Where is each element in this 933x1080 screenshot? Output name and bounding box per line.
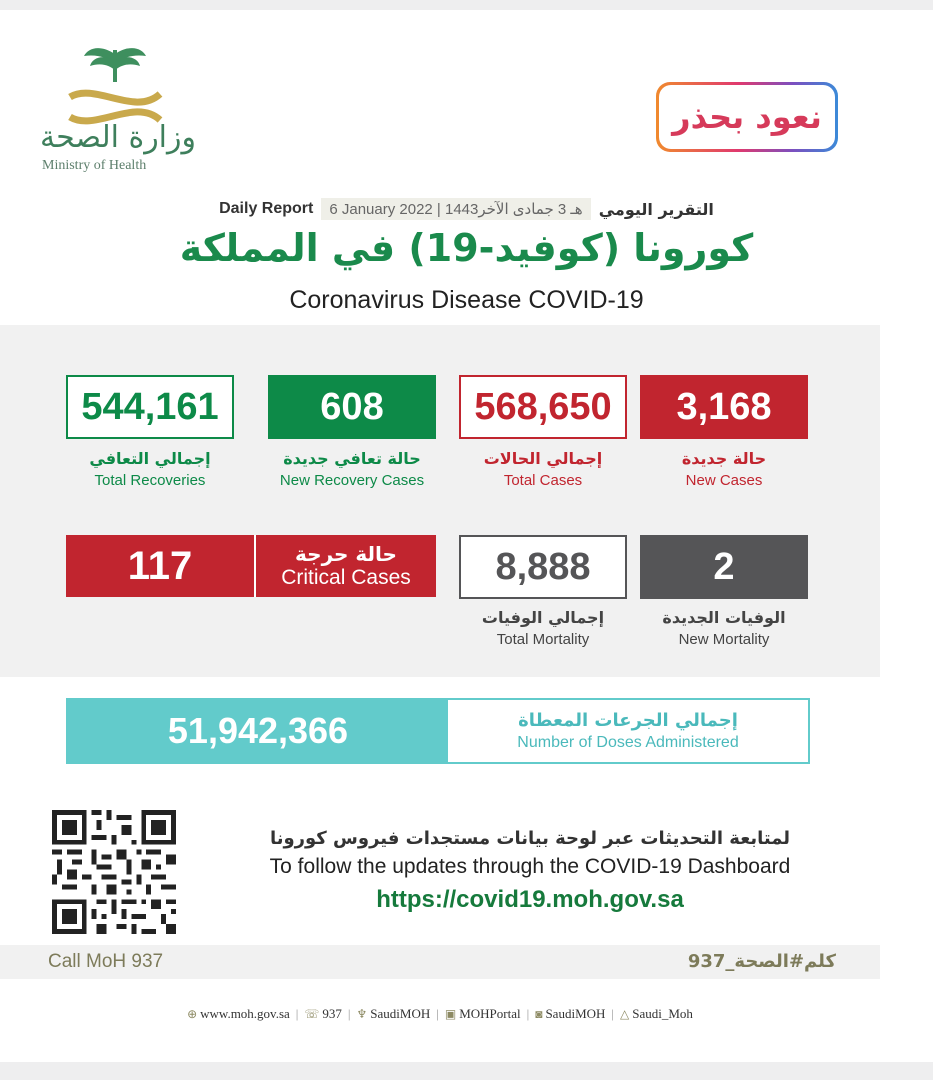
call-bar [0, 945, 880, 979]
total-mortality-value: 8,888 [459, 535, 627, 599]
report-label-en: Daily Report [219, 200, 314, 217]
qr-code-icon[interactable] [52, 810, 176, 934]
doses-value: 51,942,366 [68, 700, 448, 762]
social-instagram[interactable] [526, 1006, 611, 1022]
total-recoveries-label [55, 449, 245, 489]
total-cases-label-ar: إجمالي الحالات [483, 449, 603, 468]
doses-label [448, 700, 808, 762]
logo-english-text: Ministry of Health [42, 158, 147, 173]
social-phone[interactable] [295, 1006, 348, 1022]
logo-arabic-text: وزارة الصحة [40, 120, 196, 155]
social-instagram-text: SaudiMOH [545, 1006, 606, 1021]
new-cases-label-ar: حالة جديدة [681, 449, 767, 468]
call-moh-ar: كلم#الصحة_937 [687, 951, 836, 972]
divider: | [347, 1006, 351, 1021]
report-line [0, 198, 933, 220]
critical-cases-label-ar: حالة حرجة [295, 542, 397, 566]
twitter-icon: ♆ [356, 1006, 368, 1021]
social-phone-text: 937 [322, 1006, 342, 1021]
stats-panel [0, 325, 880, 677]
page-title-en: Coronavirus Disease COVID-19 [289, 286, 644, 314]
divider: | [436, 1006, 439, 1021]
total-mortality-label-ar: إجمالي الوفيات [481, 608, 605, 627]
report-date: 6 January 2022 | 1443هـ 3 جمادى الآخر [321, 198, 590, 220]
new-mortality-value: 2 [640, 535, 808, 599]
new-mortality-label-ar: الوفيات الجديدة [662, 608, 786, 627]
instagram-icon: ◙ [535, 1006, 543, 1021]
critical-cases-value: 117 [66, 535, 256, 597]
doses-label-en: Number of Doses Administered [517, 734, 739, 751]
total-cases-label [448, 449, 638, 489]
social-snapchat-text: Saudi_Moh [632, 1006, 693, 1021]
dashboard-link[interactable]: https://covid19.moh.gov.sa [376, 886, 684, 913]
social-twitter[interactable] [351, 1006, 437, 1022]
globe-icon: ⊕ [187, 1006, 198, 1021]
divider: | [611, 1006, 615, 1021]
phone-icon: ☏ [304, 1006, 320, 1021]
social-youtube-text: MOHPortal [459, 1006, 521, 1021]
new-recoveries-label-en: New Recovery Cases [279, 472, 425, 489]
new-cases-label-en: New Cases [685, 472, 763, 489]
call-moh-en: Call MoH 937 [48, 951, 164, 972]
critical-cases-box [66, 535, 436, 597]
social-website-text: www.moh.gov.sa [200, 1006, 290, 1021]
social-youtube[interactable] [439, 1006, 527, 1022]
doses-box [66, 698, 810, 764]
new-recoveries-label-ar: حالة تعافي جديدة [283, 449, 421, 468]
report-label-ar: التقرير اليومي [598, 199, 714, 219]
social-twitter-text: SaudiMOH [370, 1006, 431, 1021]
divider: | [295, 1006, 299, 1021]
doses-label-ar: إجمالي الجرعات المعطاة [518, 710, 738, 731]
social-links [0, 1006, 880, 1022]
critical-cases-label-en: Critical Cases [281, 566, 411, 589]
total-recoveries-label-ar: إجمالي التعافي [89, 449, 211, 468]
page-title-ar: كورونا (كوفيد-19) في المملكة [179, 226, 754, 270]
critical-cases-label [256, 535, 436, 597]
social-website[interactable] [181, 1006, 296, 1022]
total-cases-label-en: Total Cases [503, 472, 583, 489]
new-cases-label [629, 449, 819, 489]
snapchat-icon: △ [620, 1006, 630, 1021]
follow-text-en: To follow the updates through the COVID-19 Dashboard [269, 855, 791, 878]
follow-text-ar: لمتابعة التحديثات عبر لوحة بيانات مستجدات فيروس كورونا [269, 828, 791, 849]
total-cases-value: 568,650 [459, 375, 627, 439]
new-mortality-label-en: New Mortality [678, 631, 770, 648]
total-recoveries-label-en: Total Recoveries [94, 472, 206, 489]
youtube-icon: ▣ [444, 1006, 457, 1021]
campaign-badge-text: نعود بحذر [659, 85, 835, 149]
total-recoveries-value: 544,161 [66, 375, 234, 439]
total-mortality-label [448, 608, 638, 648]
new-cases-value: 3,168 [640, 375, 808, 439]
social-snapchat[interactable] [614, 1006, 699, 1022]
divider: | [526, 1006, 530, 1021]
campaign-badge [656, 82, 838, 152]
total-mortality-label-en: Total Mortality [496, 631, 590, 648]
new-recoveries-value: 608 [268, 375, 436, 439]
report-sheet [0, 10, 933, 1062]
new-recoveries-label [257, 449, 447, 489]
new-mortality-label [629, 608, 819, 648]
